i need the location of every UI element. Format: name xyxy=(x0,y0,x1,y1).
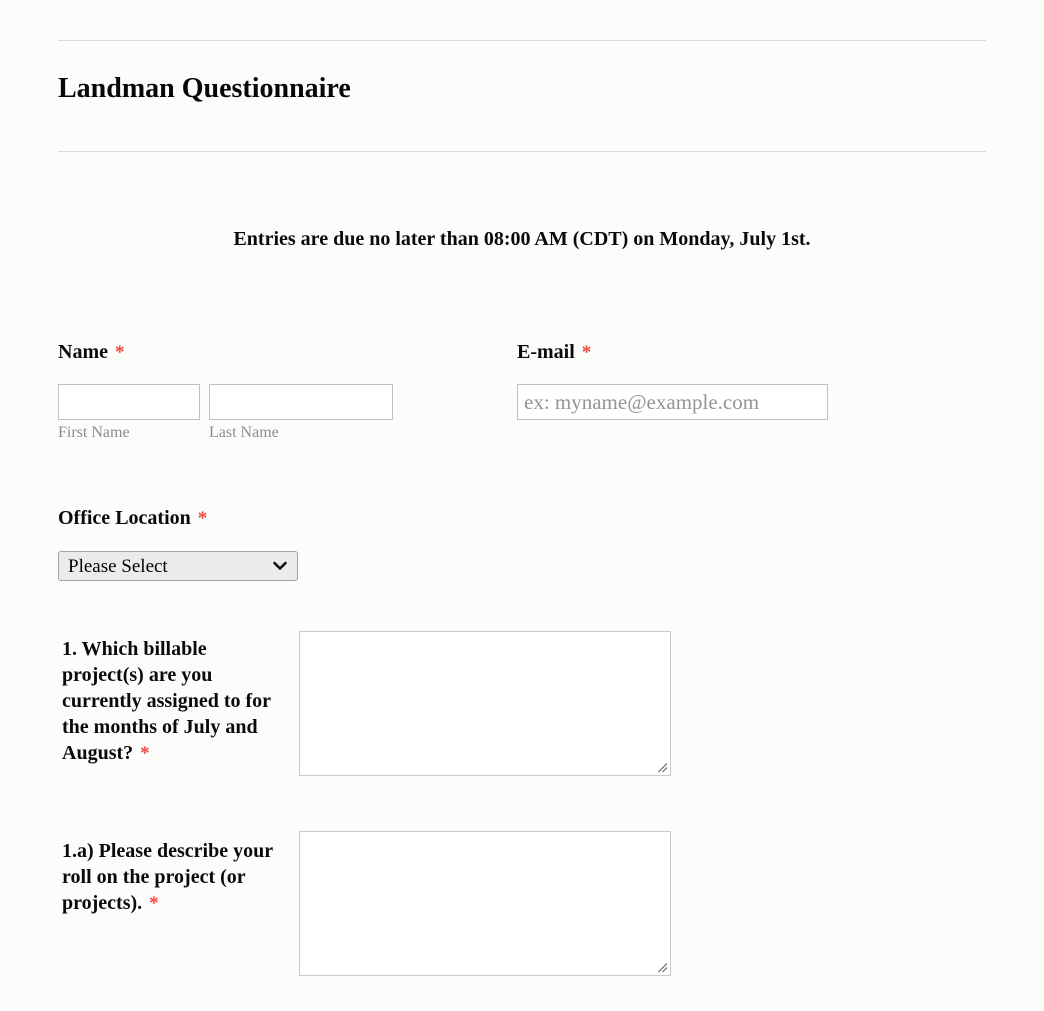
question1a-label xyxy=(62,838,290,917)
question1a-textarea[interactable] xyxy=(299,831,671,976)
office-location-label-text: Office Location xyxy=(58,507,191,529)
resize-grip-icon[interactable] xyxy=(656,760,668,772)
email-label-text: E-mail xyxy=(517,341,575,363)
email-field[interactable] xyxy=(517,384,828,420)
divider xyxy=(58,151,986,152)
last-name-input[interactable] xyxy=(209,384,393,420)
last-name-sublabel: Last Name xyxy=(209,424,279,441)
question1-textarea[interactable] xyxy=(299,631,671,776)
required-asterisk: * xyxy=(140,743,150,764)
resize-grip-icon[interactable] xyxy=(656,960,668,972)
name-label-text: Name xyxy=(58,341,108,363)
question1-label-text: 1. Which billable project(s) are you currently assigned to for the months of July and August? xyxy=(62,638,271,764)
first-name-input[interactable] xyxy=(58,384,200,420)
question1a-textarea-wrap xyxy=(299,831,671,976)
question1a-label-text: 1.a) Please describe your roll on the project (or projects). xyxy=(62,840,273,914)
email-label xyxy=(517,339,591,366)
required-asterisk: * xyxy=(197,508,208,529)
question1-label xyxy=(62,636,290,767)
question1-textarea-wrap xyxy=(299,631,671,776)
required-asterisk: * xyxy=(581,342,592,363)
required-asterisk: * xyxy=(114,342,125,363)
divider xyxy=(58,40,986,41)
first-name-sublabel: First Name xyxy=(58,424,130,441)
office-location-select[interactable] xyxy=(58,551,298,581)
office-location-select-wrap xyxy=(58,551,298,581)
form-title: Landman Questionnaire xyxy=(58,73,351,104)
required-asterisk: * xyxy=(149,893,159,914)
name-label xyxy=(58,339,124,366)
office-location-label xyxy=(58,505,207,532)
deadline-notice: Entries are due no later than 08:00 AM (CDT) on Monday, July 1st. xyxy=(233,228,811,250)
